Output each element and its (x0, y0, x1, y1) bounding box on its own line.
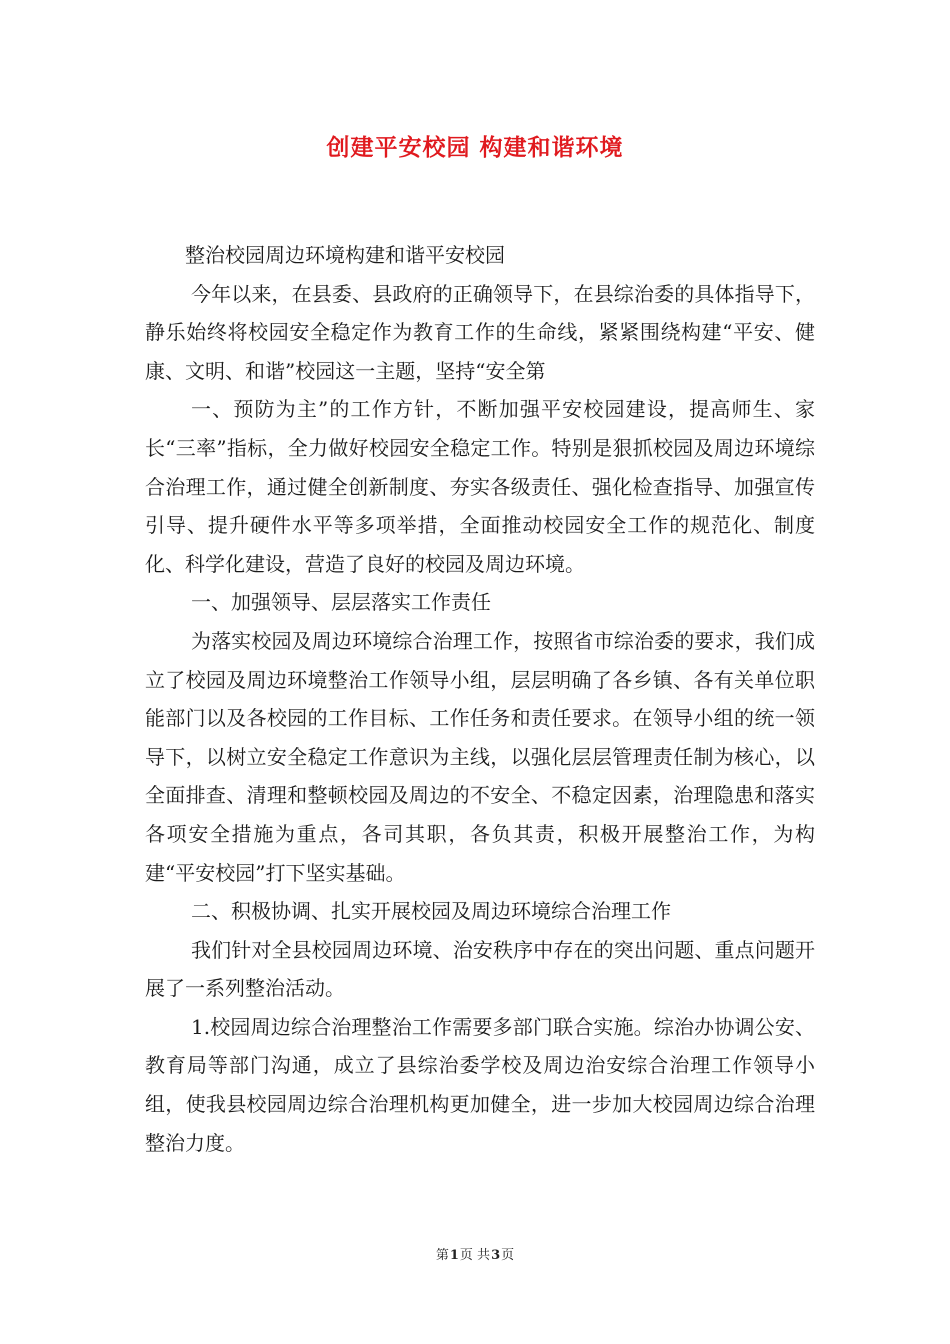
body-paragraph: 我们针对全县校园周边环境、治安秩序中存在的突出问题、重点问题开展了一系列整治活动。 (145, 937, 815, 1001)
subtitle-paragraph: 整治校园周边环境构建和谐平安校园 (185, 243, 505, 267)
footer-suffix: 页 (501, 1248, 515, 1263)
body-paragraph: 一、预防为主”的工作方针，不断加强平安校园建设，提高师生、家长“三率”指标，全力做好校园安全稳定工作。特别是狠抓校园及周边环境综合治理工作，通过健全创新制度、夯实各级责任、强化检查指导、加强宣传引导、提升硬件水平等多项举措，全面推动校园安全工作的规范化、制度化、科学化建设，营造了良好的校园及周边环境。 (145, 397, 815, 576)
total-page-number: 3 (491, 1248, 501, 1263)
body-paragraph: 今年以来，在县委、县政府的正确领导下，在县综治委的具体指导下，静乐始终将校园安全稳定作为教育工作的生命线，紧紧围绕构建“平安、健康、文明、和谐”校园这一主题，坚持“安全第 (145, 281, 815, 383)
footer-prefix: 第 (435, 1248, 449, 1263)
document-body (145, 236, 815, 1162)
body-paragraph: 1.校园周边综合治理整治工作需要多部门联合实施。综治办协调公安、教育局等部门沟通，成立了县综治委学校及周边治安综合治理工作领导小组，使我县校园周边综合治理机构更加健全，进一步加大校园周边综合治理整治力度。 (145, 1014, 815, 1155)
section-heading: 二、积极协调、扎实开展校园及周边环境综合治理工作 (191, 899, 671, 924)
document-title: 创建平安校园 构建和谐环境 (326, 134, 624, 161)
page-footer (0, 1246, 950, 1266)
section-heading: 一、加强领导、层层落实工作责任 (191, 590, 491, 615)
body-paragraph: 为落实校园及周边环境综合治理工作，按照省市综治委的要求，我们成立了校园及周边环境整治工作领导小组，层层明确了各乡镇、各有关单位职能部门以及各校园的工作目标、工作任务和责任要求。在领导小组的统一领导下，以树立安全稳定工作意识为主线，以强化层层管理责任制为核心，以全面排查、清理和整顿校园及周边的不安全、不稳定因素，治理隐患和落实各项安全措施为重点，各司其职，各负其责，积极开展整治工作，为构建“平安校园”打下坚实基础。 (145, 628, 815, 885)
current-page-number: 1 (449, 1248, 459, 1263)
footer-middle: 页 共 (459, 1248, 491, 1263)
